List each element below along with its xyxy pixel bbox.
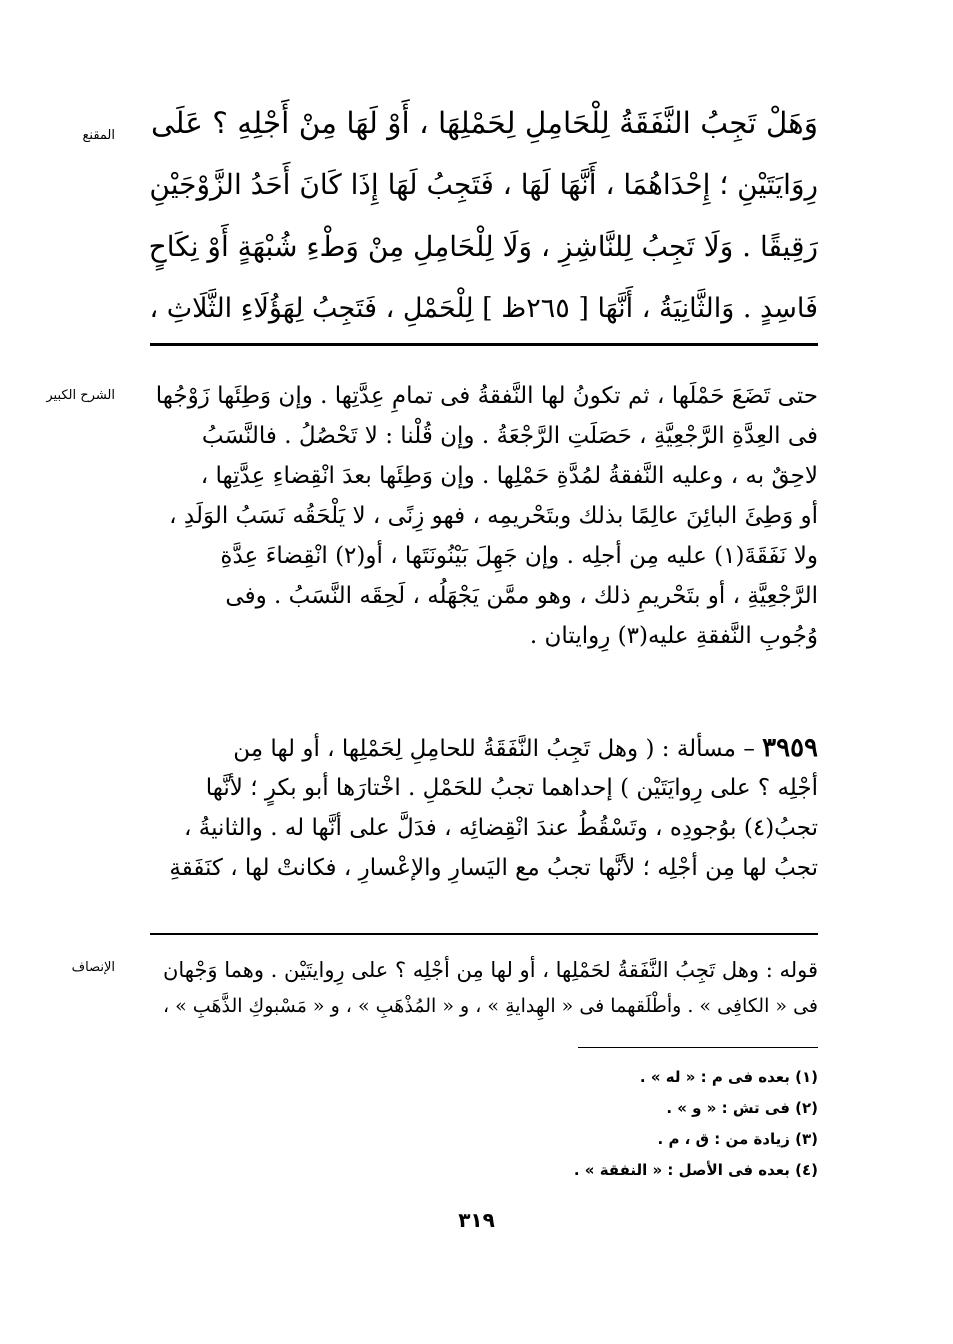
section-divider xyxy=(150,933,818,935)
muqni-line: فَاسِدٍ . وَالثَّانِيَةُ ، أَنَّهَا [ ٢٦٥ظ ] لِلْحَمْلِ ، فَتَجِبُ لِهَؤُلَاءِ الثَّلَاثِ ، xyxy=(149,293,818,324)
insaf-line: فى « الكافِى » . وأطْلَقهما فى « الهِدايةِ » ، و « المُذْهَبِ » ، و « مَسْبوكِ الذَّهَبِ » ، xyxy=(162,995,818,1017)
footnote: (١) بعده فى م : « له » . xyxy=(639,1068,818,1086)
page-number: ٣١٩ xyxy=(458,1208,495,1232)
insaf-line: قوله : وهل تَجِبُ النَّفَقةُ لحَمْلِها ، أو لها مِن أجْلِه ؟ على رِوايتَيْن . وهما وَجْهان xyxy=(162,958,818,982)
masala-line: أجْلِه ؟ على رِوايَتَيْن ) إحداهما تجبُ للحَمْلِ . اخْتارَها أبو بكرٍ ؛ لأنَّها xyxy=(205,775,818,801)
footnote: (٣) زيادة من : ق ، م . xyxy=(657,1130,818,1148)
sharh-line: الرَّجْعِيَّةِ ، أو بتَحْريمِ ذلك ، وهو ممَّن يَجْهَلُه ، لَحِقَه النَّسَبُ . وفى xyxy=(225,583,818,609)
footnote-divider xyxy=(578,1047,818,1048)
masala-line: تجبُ لها مِن أجْلِه ؛ لأنَّها تجبُ مع اليَسارِ والإعْسارِ ، فكانتْ لها ، كنَفَقةِ xyxy=(169,855,818,881)
margin-label-sharh: الشرح الكبير xyxy=(46,388,115,403)
sharh-line: لاحِقٌ به ، وعليه النَّفقةُ لمُدَّةِ حَمْلِها . وإن وَطِئَها بعدَ انْقِضاءِ عِدَّتِها ، xyxy=(200,463,818,489)
muqni-line: رَقِيقًا . وَلَا تَجِبُ لِلنَّاشِزِ ، وَلَا لِلْحَامِلِ مِنْ وَطْءِ شُبْهَةٍ أَوْ نِكَاحٍ xyxy=(148,230,818,263)
margin-label-insaf: الإنصاف xyxy=(71,960,115,975)
masala-line-text: – مسألة : ( وهل تَجِبُ النَّفَقَةُ للحامِلِ لِحَمْلِها ، أو لها مِن xyxy=(233,736,755,762)
sharh-text xyxy=(148,376,818,656)
footnote: (٤) بعده فى الأصل : « النفقة » . xyxy=(573,1161,818,1179)
muqni-text xyxy=(148,92,818,340)
sharh-line: أو وَطِئَ البائِنَ عالِمًا بذلك وبتَحْريمِه ، فهو زِنًى ، لا يَلْحَقُه نَسَبُ الوَلَدِ ، xyxy=(169,503,818,529)
footnotes xyxy=(418,1062,818,1186)
sharh-line: وُجُوبِ النَّفقةِ عليه(٣) رِوايتان . xyxy=(529,623,818,649)
masala-line: تجبُ(٤) بوُجودِه ، وتَسْقُطُ عندَ انْقِضائِه ، فدَلَّ على أنَّها له . والثانيةُ ، xyxy=(184,815,818,841)
footnote: (٢) فى تش : « و » . xyxy=(666,1099,818,1117)
section-divider xyxy=(150,343,818,346)
masala-block xyxy=(148,728,818,888)
margin-label-muqni: المقنع xyxy=(82,128,115,143)
muqni-line: رِوَايَتَيْنِ ؛ إِحْدَاهُمَا ، أَنَّهَا لَهَا ، فَتَجِبُ لَهَا إِذَا كَانَ أَحَدُ الزَّوْجَيْنِ xyxy=(149,168,818,201)
sharh-line: حتى تَضَعَ حَمْلَها ، ثم تكونُ لها النَّفقةُ فى تمامِ عِدَّتِها . وإن وَطِئَها زَوْجُها xyxy=(155,383,818,409)
insaf-text xyxy=(148,952,818,1024)
muqni-line: وَهَلْ تَجِبُ النَّفَقَةُ لِلْحَامِلِ لِحَمْلِهَا ، أَوْ لَهَا مِنْ أَجْلِهِ ؟ عَلَى xyxy=(150,106,818,140)
masala-line xyxy=(148,728,818,768)
sharh-line: فى العِدَّةِ الرَّجْعِيَّةِ ، حَصَلَتِ الرَّجْعَةُ . وإن قُلْنا : لا تَحْصُلُ . فالنَّسَبُ xyxy=(201,423,818,449)
masala-number: ٣٩٥٩ xyxy=(762,733,818,763)
sharh-line: ولا نَفَقَةَ(١) عليه مِن أجلِه . وإن جَهِلَ بَيْنُونَتَها ، أو(٢) انْقِضاءَ عِدَّةِ xyxy=(220,543,818,569)
